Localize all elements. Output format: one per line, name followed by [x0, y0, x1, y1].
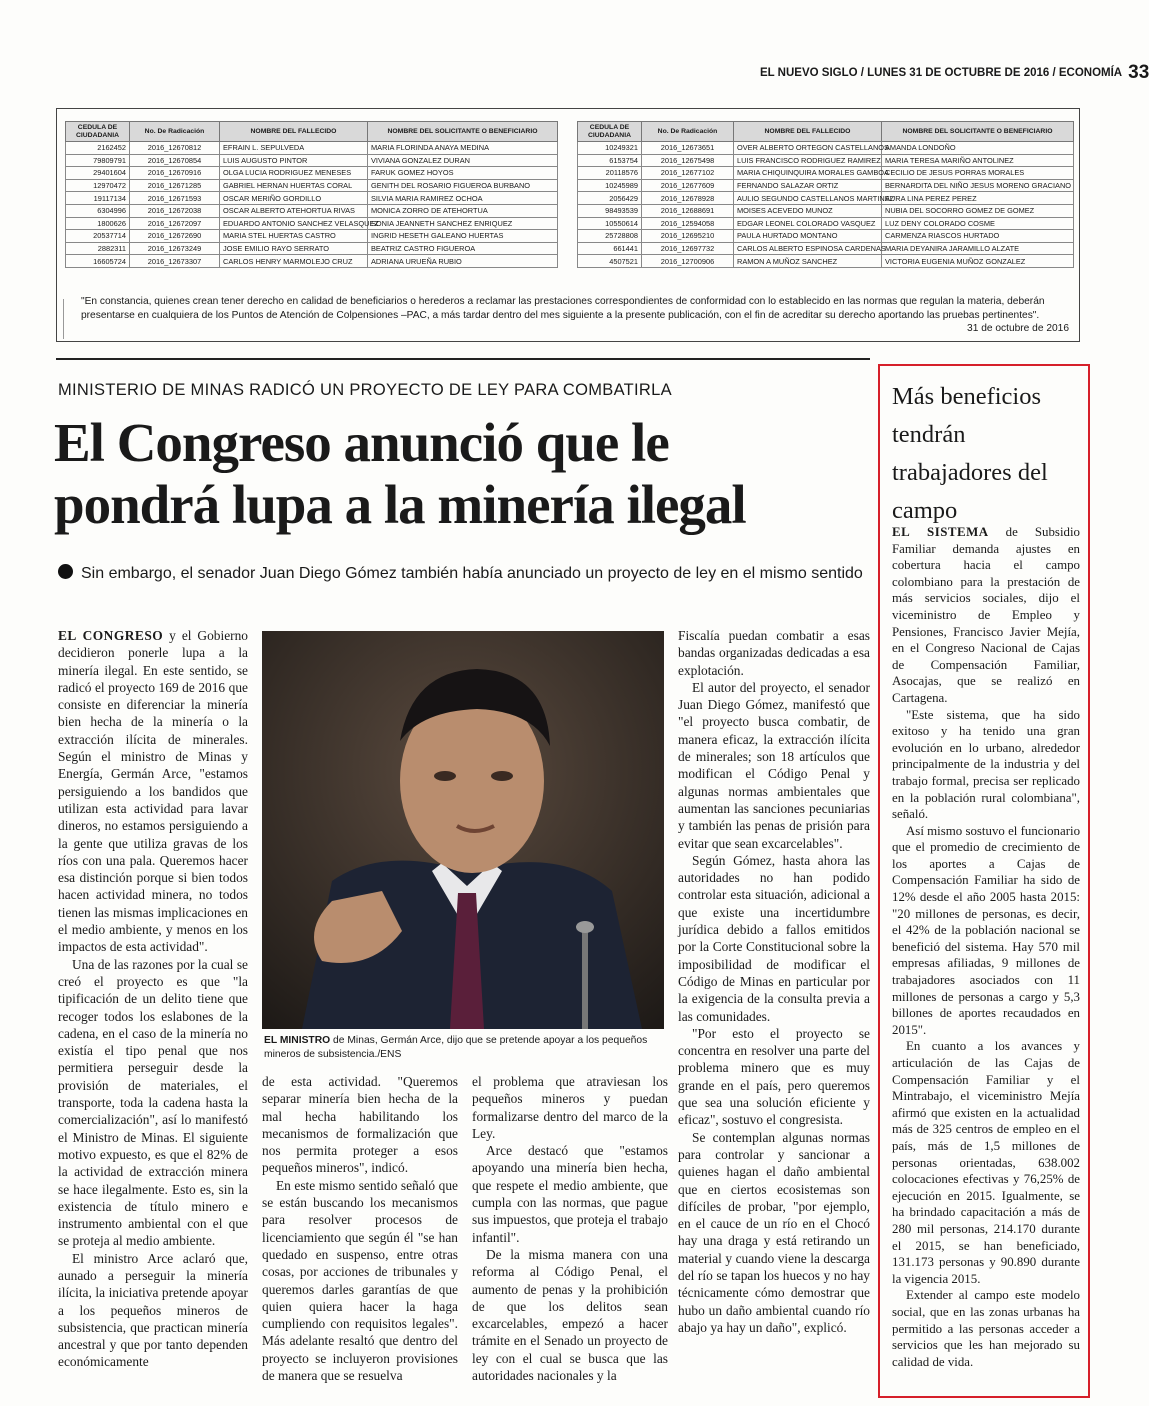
margin-mark: [63, 299, 72, 339]
paragraph: Extender al campo este modelo social, que en las zonas urbanas ha permitido a las personas acceder a servicios que les han mejorado su calidad de vida.: [892, 1288, 1080, 1369]
table-row: [578, 255, 1074, 268]
table-row: [66, 242, 558, 255]
fallecido-cell: CARLOS HENRY MARMOLEJO CRUZ: [220, 255, 368, 268]
lead-text: Sin embargo, el senador Juan Diego Gómez también había anunciado un proyecto de ley en el mismo sentido: [81, 565, 863, 582]
paragraph: En cuanto a los avances y articulación de las Cajas de Compensación Familiar y el Mintrabajo, el viceministro Mejía afirmó que existen en la actualidad más de 325 centros de empleo en el país, más de 1,5 millones de personas orientadas, 638.002 colocaciones efectivas y 76,25% de ejecución en 2015. Igualmente, se ha brindado capacitación a más de 280 mil personas, 214.170 durante el 2015, se han beneficiado, 131.173 personas y 90.890 durante la vigencia 2015.: [892, 1039, 1080, 1286]
radicacion-cell: 2016_12671593: [130, 192, 220, 205]
fallecido-cell: LUIS FRANCISCO RODRIGUEZ RAMIREZ: [734, 154, 882, 167]
beneficiario-cell: FARUK GOMEZ HOYOS: [368, 167, 558, 180]
cedula-cell: 20118576: [578, 167, 642, 180]
radicacion-cell: 2016_12670812: [130, 142, 220, 155]
cedula-cell: 10550614: [578, 217, 642, 230]
masthead-text: EL NUEVO SIGLO / LUNES 31 DE OCTUBRE DE 2016 / ECONOMÍA: [760, 67, 1123, 79]
headline-line-1: El Congreso anunció que le: [54, 412, 669, 473]
radicacion-cell: 2016_12677102: [642, 167, 734, 180]
article-column-1: [58, 627, 248, 1371]
fallecido-cell: EFRAIN L. SEPULVEDA: [220, 142, 368, 155]
paragraph: Según Gómez, hasta ahora las autoridades no han podido controlar esta situación, adicional a que existe una incertidumbre jurídica debido a fallos emitidos por la Corte Constitucional sobre la imposibilidad de modificar el Código de Minas en particular por la exigencia de la consulta previa a las comunidades.: [678, 852, 870, 1024]
paragraph: de esta actividad. "Queremos separar minería bien hecha de la mal hecha habilitando los mecanismos de formalización que nos permita proteger a esos pequeños mineros", indicó.: [262, 1074, 458, 1176]
table-row: [578, 242, 1074, 255]
radicacion-cell: 2016_12670854: [130, 154, 220, 167]
notice-date: 31 de octubre de 2016: [967, 323, 1069, 334]
caption-text: de Minas, Germán Arce, dijo que se pretende apoyar a los pequeños mineros de subsistencia./ENS: [264, 1035, 648, 1060]
masthead: [760, 62, 1149, 84]
table-row: [66, 142, 558, 155]
paragraph-text: de Subsidio Familiar demanda ajustes en cobertura hacia el campo colombiano para la prestación de más servicios sociales, dijo el viceministro de Empleo y Pensiones, Francisco Javier Mejía, en el Congreso Nacional de Cajas de Compensación Familiar, Asocajas, que se realizó en Cartagena.: [892, 525, 1080, 705]
paragraph: "Este sistema, que ha sido exitoso y ha tenido una gran evolución en lo urbano, alrededor principalmente de la industria y del trabajo formal, precisa ser replicado en la población rural colombiana", señaló.: [892, 707, 1080, 822]
beneficiario-cell: SILVIA MARIA RAMIREZ OCHOA: [368, 192, 558, 205]
cedula-cell: 4507521: [578, 255, 642, 268]
fallecido-cell: OLGA LUCIA RODRIGUEZ MENESES: [220, 167, 368, 180]
beneficiario-cell: AMANDA LONDOÑO: [882, 142, 1074, 155]
cedula-cell: 2162452: [66, 142, 130, 155]
fallecido-cell: MARIA CHIQUINQUIRA MORALES GAMBOA: [734, 167, 882, 180]
cedula-cell: 98493539: [578, 204, 642, 217]
cedula-cell: 12970472: [66, 179, 130, 192]
fallecido-cell: OSCAR MERIÑO GORDILLO: [220, 192, 368, 205]
radicacion-cell: 2016_12670916: [130, 167, 220, 180]
sidebar-body: [892, 524, 1080, 1370]
table-row: [578, 154, 1074, 167]
fallecido-cell: GABRIEL HERNAN HUERTAS CORAL: [220, 179, 368, 192]
cedula-cell: 10245989: [578, 179, 642, 192]
radicacion-cell: 2016_12673307: [130, 255, 220, 268]
sidebar-title: Más beneficios tendrán trabajadores del campo: [892, 383, 1048, 524]
cedula-cell: 79809791: [66, 154, 130, 167]
table-row: [66, 204, 558, 217]
cedula-cell: 10249321: [578, 142, 642, 155]
paragraph: [892, 524, 1080, 707]
article-column-2: [262, 1073, 458, 1384]
cedula-cell: 25728808: [578, 230, 642, 243]
radicacion-cell: 2016_12700906: [642, 255, 734, 268]
page-number: 33: [1128, 62, 1149, 83]
table-row: [578, 142, 1074, 155]
table-header-row: [578, 122, 1074, 142]
table-row: [66, 179, 558, 192]
radicacion-cell: 2016_12677609: [642, 179, 734, 192]
fallecido-cell: AULIO SEGUNDO CASTELLANOS MARTINEZ: [734, 192, 882, 205]
beneficiario-cell: MARIA TERESA MARIÑO ANTOLINEZ: [882, 154, 1074, 167]
paragraph: Así mismo sostuvo el funcionario que el promedio de crecimiento de los aportes a Cajas de Compensación Familiar ha sido de 12% desde el año 2005 hasta 2015: "20 millones de personas, es decir, el 42% de la población nacional se benefició del sistema. Hay 570 mil empresas afiliadas, 9 millones de trabajadores asociados con 11 millones de personas a cargo y 5,3 billones de aportes recaudados en 2015".: [892, 823, 1081, 1037]
paragraph: [58, 627, 248, 956]
cedula-cell: 2056429: [578, 192, 642, 205]
beneficiario-cell: BEATRIZ CASTRO FIGUEROA: [368, 242, 558, 255]
beneficiario-cell: LUZ DENY COLORADO COSME: [882, 217, 1074, 230]
cedula-cell: 19117134: [66, 192, 130, 205]
fallecido-cell: OSCAR ALBERTO ATEHORTUA RIVAS: [220, 204, 368, 217]
article-column-4: [678, 627, 870, 1336]
table-row: [66, 192, 558, 205]
cedula-cell: 29401604: [66, 167, 130, 180]
beneficiario-cell: MARIA FLORINDA ANAYA MEDINA: [368, 142, 558, 155]
beneficiario-cell: CARMENZA RIASCOS HURTADO: [882, 230, 1074, 243]
cedula-cell: 16605724: [66, 255, 130, 268]
table-header-row: [66, 122, 558, 142]
beneficiario-cell: BERNARDITA DEL NIÑO JESUS MORENO GRACIANO: [882, 179, 1074, 192]
header-beneficiario: NOMBRE DEL SOLICITANTE O BENEFICIARIO: [368, 122, 558, 142]
cedula-cell: 6304996: [66, 204, 130, 217]
paragraph: Se contemplan algunas normas para controlar y sancionar a quienes hagan el daño ambiental que en ciertos ecosistemas son difíciles de probar, "por ejemplo, en el cauce de un río en el Chocó hay una draga y está retirando un material y cuando viene la descarga del río se tapan los huecos y no hay técnicamente cómo demostrar que hubo un daño ambiental cuando río abajo ya hay un daño", explicó.: [678, 1129, 870, 1335]
header-cedula: CEDULA DE CIUDADANIA: [66, 122, 130, 142]
table-row: [66, 154, 558, 167]
table-row: [578, 217, 1074, 230]
table-row: [578, 192, 1074, 205]
dropcap-lead: EL CONGRESO: [58, 628, 164, 643]
header-radicacion: No. De Radicación: [642, 122, 734, 142]
paragraph: De la misma manera con una reforma al Código Penal, el aumento de penas y la prohibición de que los delitos sean excarcelables, empezó a hacer trámite en el Senado un proyecto de ley con el cual se busca que las autoridades nacionales y la: [472, 1246, 668, 1384]
table-row: [578, 179, 1074, 192]
article-kicker: MINISTERIO DE MINAS RADICÓ UN PROYECTO DE LEY PARA COMBATIRLA: [58, 381, 672, 399]
table-row: [578, 204, 1074, 217]
fallecido-cell: EDUARDO ANTONIO SANCHEZ VELASQUEZ: [220, 217, 368, 230]
minister-photo: [262, 631, 664, 1029]
minister-photo-illustration: [262, 631, 664, 1029]
beneficiario-cell: MARIA DEYANIRA JARAMILLO ALZATE: [882, 242, 1074, 255]
header-fallecido: NOMBRE DEL FALLECIDO: [220, 122, 368, 142]
fallecido-cell: OVER ALBERTO ORTEGON CASTELLANOS: [734, 142, 882, 155]
sidebar-article: [878, 364, 1090, 1398]
header-fallecido: NOMBRE DEL FALLECIDO: [734, 122, 882, 142]
beneficiario-cell: AURA LINA PEREZ PEREZ: [882, 192, 1074, 205]
bullet-dot-icon: [58, 564, 73, 579]
cedula-cell: 2882311: [66, 242, 130, 255]
cedula-cell: 6153754: [578, 154, 642, 167]
section-rule: [56, 358, 870, 360]
beneficiario-cell: NUBIA DEL SOCORRO GOMEZ DE GOMEZ: [882, 204, 1074, 217]
caption-lead: EL MINISTRO: [264, 1035, 331, 1046]
radicacion-cell: 2016_12673249: [130, 242, 220, 255]
radicacion-cell: 2016_12594058: [642, 217, 734, 230]
table-row: [578, 167, 1074, 180]
table-body-left: [66, 142, 558, 268]
beneficiario-cell: MONICA ZORRO DE ATEHORTUA: [368, 204, 558, 217]
radicacion-cell: 2016_12675498: [642, 154, 734, 167]
radicacion-cell: 2016_12672097: [130, 217, 220, 230]
table-body-right: [578, 142, 1074, 268]
article-headline: [54, 412, 870, 536]
article-column-3: [472, 1073, 668, 1384]
beneficiario-cell: VICTORIA EUGENIA MUÑOZ GONZALEZ: [882, 255, 1074, 268]
radicacion-cell: 2016_12672690: [130, 230, 220, 243]
radicacion-cell: 2016_12688691: [642, 204, 734, 217]
colpensiones-notice: [56, 108, 1080, 342]
paragraph: Fiscalía puedan combatir a esas bandas organizadas dedicadas a esa explotación.: [678, 628, 870, 678]
beneficiario-cell: VIVIANA GONZALEZ DURAN: [368, 154, 558, 167]
radicacion-cell: 2016_12672038: [130, 204, 220, 217]
beneficiario-cell: GENITH DEL ROSARIO FIGUEROA BURBANO: [368, 179, 558, 192]
radicacion-cell: 2016_12678928: [642, 192, 734, 205]
cedula-cell: 20537714: [66, 230, 130, 243]
paragraph: el problema que atraviesan los pequeños mineros y puedan formalizarse dentro del marco de la Ley.: [472, 1074, 668, 1141]
headline-line-2: pondrá lupa a la minería ilegal: [54, 474, 746, 535]
paragraph: El autor del proyecto, el senador Juan Diego Gómez, manifestó que "el proyecto busca combatir, de manera eficaz, la extracción ilícita de minerales; son 18 artículos que modifican el Código Penal y algunas normas ambientales que aumentan las sanciones pecuniarias y también las penas de prisión para evitar que sean excarcelables".: [678, 679, 870, 851]
photo-caption: [264, 1034, 664, 1062]
cedula-cell: 1800626: [66, 217, 130, 230]
paragraph: En este mismo sentido señaló que se están buscando los mecanismos para resolver procesos de licenciamiento que según él "se han quedado en suspenso, entre otras cosas, por acciones de tribunales y queremos darles garantías de que quien quiera hacer la haga cumpliendo con requisitos legales". Más adelante resaltó que dentro del proyecto se incluyeron provisiones de manera que se resuelva: [262, 1177, 458, 1384]
table-row: [66, 167, 558, 180]
radicacion-cell: 2016_12671285: [130, 179, 220, 192]
table-row: [578, 230, 1074, 243]
table-row: [66, 255, 558, 268]
beneficiario-cell: INGRID HESETH GALEANO HUERTAS: [368, 230, 558, 243]
paragraph-text: y el Gobierno decidieron ponerle lupa a la minería ilegal. En este sentido, se radicó el proyecto 169 de 2016 que consiste en diferenciar la minería bien hecha de la minería o la extracción ilícita de minerales. Según el ministro de Minas y Energía, Germán Arce, "estamos persiguiendo a los bandidos que utilizan esta actividad para lavar dineros, no estamos persiguiendo a la gente que utiliza gravas de los ríos con una pala. Queremos hacer esa distinción porque si bien todos hacen actividad minera, no todos tienen las mismas implicaciones en el medio ambiente, y menos en los impactos de esta actividad".: [58, 628, 248, 955]
radicacion-cell: 2016_12697732: [642, 242, 734, 255]
header-beneficiario: NOMBRE DEL SOLICITANTE O BENEFICIARIO: [882, 122, 1074, 142]
fallecido-cell: MOISES ACEVEDO MUNOZ: [734, 204, 882, 217]
notice-footnote: "En constancia, quienes crean tener derecho en calidad de beneficiarios o herederos a reclamar las prestaciones correspondientes de conformidad con lo establecido en las normas que regulan la materia, deberán presentarse en cualquiera de los Puntos de Atención de Colpensiones –PAC, a más tardar dentro del mes siguiente a la presente publicación, con el fin de acreditar su derecho aportando las pruebas pertinentes".: [81, 296, 1045, 322]
fallecido-cell: PAULA HURTADO MONTANO: [734, 230, 882, 243]
paragraph: "Por esto el proyecto se concentra en resolver una parte del problema minero que es muy grande en el país, pero queremos que sea una solución eficiente y eficaz", sostuvo el congresista.: [678, 1025, 870, 1128]
fallecido-cell: JOSE EMILIO RAYO SERRATO: [220, 242, 368, 255]
header-radicacion: No. De Radicación: [130, 122, 220, 142]
dropcap-lead: EL SISTEMA: [892, 525, 989, 539]
table-row: [66, 217, 558, 230]
notice-table-right: [577, 121, 1074, 268]
fallecido-cell: CARLOS ALBERTO ESPINOSA CARDENAS: [734, 242, 882, 255]
article-lead: [58, 562, 866, 585]
header-cedula: CEDULA DE CIUDADANIA: [578, 122, 642, 142]
fallecido-cell: FERNANDO SALAZAR ORTIZ: [734, 179, 882, 192]
table-row: [66, 230, 558, 243]
fallecido-cell: MARIA STEL HUERTAS CASTRO: [220, 230, 368, 243]
paragraph: El ministro Arce aclaró que, aunado a perseguir la minería ilícita, la iniciativa pretende apoyar a los pequeños mineros de subsistencia, que practican minería ancestral y que por tanto dependen económicamente: [58, 1250, 248, 1370]
paragraph: Una de las razones por la cual se creó el proyecto es que "la tipificación de un delito tiene que recoger todos los eslabones de la cadena, en el caso de la minería no existía el tipo penal que nos permitiera perseguir desde la provisión de materiales, el transporte, toda la cadena hasta la comercialización", así lo manifestó el Ministro de Minas. El siguiente motivo expuesto, es que el 82% de la actividad de extracción minera se hace ilegalmente. Esto es, sin la existencia de título minero e instrumento ambiental con el que se proteja al medio ambiente.: [58, 956, 248, 1249]
fallecido-cell: EDGAR LEONEL COLORADO VASQUEZ: [734, 217, 882, 230]
fallecido-cell: RAMON A MUÑOZ SANCHEZ: [734, 255, 882, 268]
notice-table-left: [65, 121, 558, 268]
paragraph: Arce destacó que "estamos apoyando una minería bien hecha, que respete el medio ambiente, que cumpla con las normas, que pague sus impuestos, que proteja el trabajo infantil".: [472, 1143, 668, 1245]
radicacion-cell: 2016_12695210: [642, 230, 734, 243]
fallecido-cell: LUIS AUGUSTO PINTOR: [220, 154, 368, 167]
beneficiario-cell: SONIA JEANNETH SANCHEZ ENRIQUEZ: [368, 217, 558, 230]
beneficiario-cell: ADRIANA URUEÑA RUBIO: [368, 255, 558, 268]
cedula-cell: 661441: [578, 242, 642, 255]
beneficiario-cell: CECILIO DE JESUS PORRAS MORALES: [882, 167, 1074, 180]
radicacion-cell: 2016_12673651: [642, 142, 734, 155]
